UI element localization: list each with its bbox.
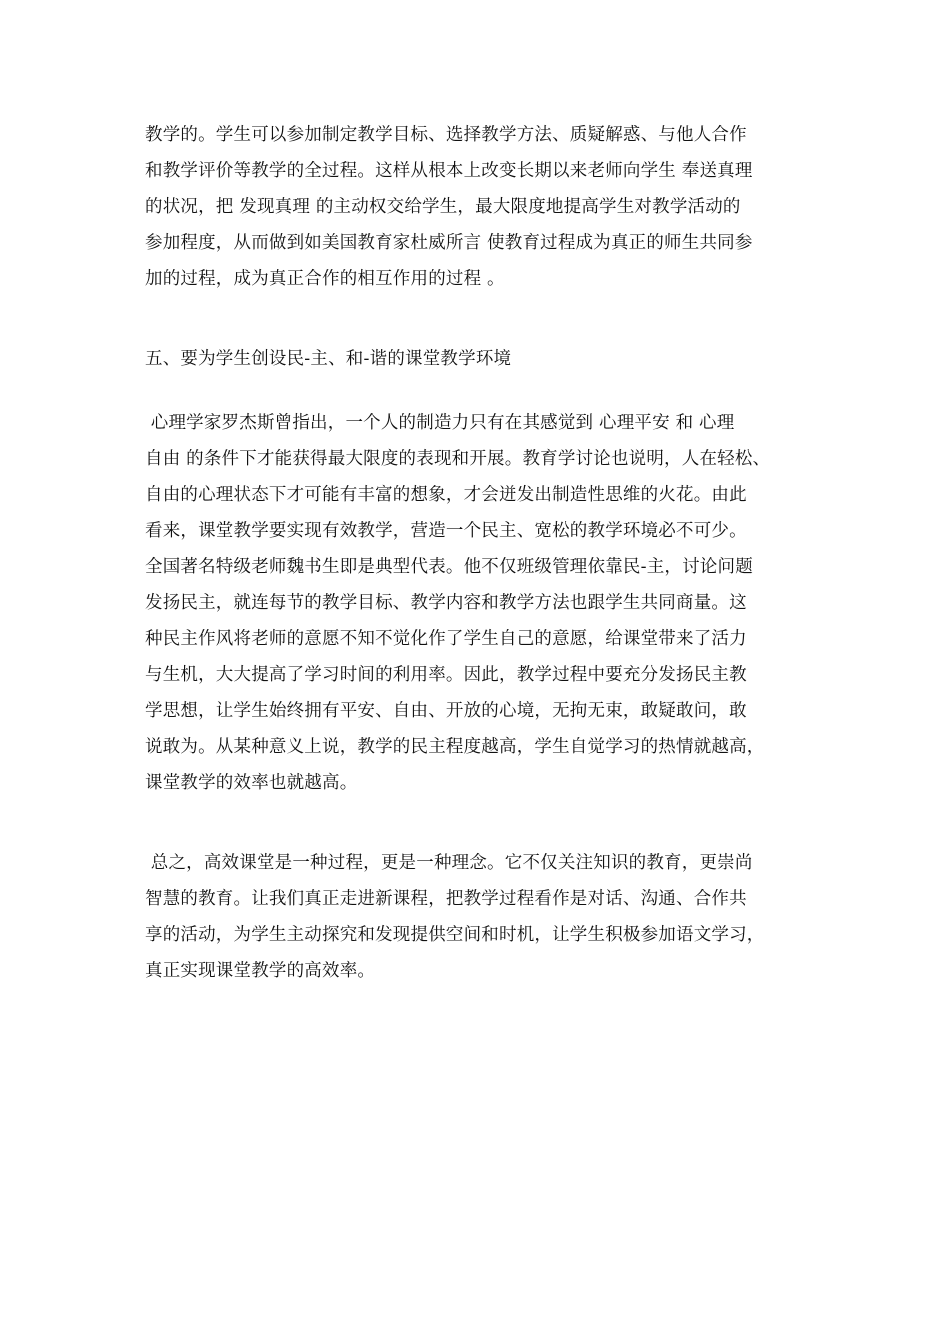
text-line: 说敢为。从某种意义上说，教学的民主程度越高，学生自觉学习的热情就越高， — [145, 737, 765, 757]
section-heading — [145, 341, 825, 377]
text-line: 总之，高效课堂是一种过程，更是一种理念。它不仅关注知识的教育，更崇尚 — [145, 853, 753, 873]
text-line: 看来，课堂教学要实现有效教学，营造一个民主、宽松的教学环境必不可少。 — [145, 521, 747, 541]
text-line: 与生机，大大提高了学习时间的利用率。因此，教学过程中要充分发扬民主教 — [145, 665, 747, 685]
text-line: 加的过程，成为真正合作的相互作用的过程 。 — [145, 269, 505, 289]
paragraph-continued — [145, 117, 825, 297]
text-line: 教学的。学生可以参加制定教学目标、选择教学方法、质疑解惑、与他人合作 — [145, 125, 747, 145]
text-line: 课堂教学的效率也就越高。 — [145, 773, 358, 793]
text-line: 真正实现课堂教学的高效率。 — [145, 961, 376, 981]
text-line: 发扬民主，就连每节的教学目标、教学内容和教学方法也跟学生共同商量。这 — [145, 593, 747, 613]
text-line: 享的活动，为学生主动探究和发现提供空间和时机，让学生积极参加语文学习， — [145, 925, 765, 945]
text-line: 和教学评价等教学的全过程。这样从根本上改变长期以来老师向学生 奉送真理 — [145, 161, 753, 181]
text-line: 全国著名特级老师魏书生即是典型代表。他不仅班级管理依靠民-主，讨论问题 — [145, 557, 753, 577]
text-line: 智慧的教育。让我们真正走进新课程，把教学过程看作是对话、沟通、合作共 — [145, 889, 747, 909]
section-heading-text: 五、要为学生创设民-主、和-谐的课堂教学环境 — [145, 349, 512, 369]
text-line: 自由 的条件下才能获得最大限度的表现和开展。教育学讨论也说明，人在轻松、 — [145, 449, 771, 469]
text-line: 心理学家罗杰斯曾指出，一个人的制造力只有在其感觉到 心理平安 和 心理 — [145, 413, 735, 433]
paragraph-classroom-environment — [145, 405, 825, 801]
text-line: 种民主作风将老师的意愿不知不觉化作了学生自己的意愿，给课堂带来了活力 — [145, 629, 747, 649]
paragraph-conclusion — [145, 845, 825, 989]
text-line: 参加程度，从而做到如美国教育家杜威所言 使教育过程成为真正的师生共同参 — [145, 233, 753, 253]
text-line: 的状况，把 发现真理 的主动权交给学生，最大限度地提高学生对教学活动的 — [145, 197, 741, 217]
text-line: 学思想，让学生始终拥有平安、自由、开放的心境，无拘无束，敢疑敢问，敢 — [145, 701, 747, 721]
text-line: 自由的心理状态下才可能有丰富的想象，才会迸发出制造性思维的火花。由此 — [145, 485, 747, 505]
